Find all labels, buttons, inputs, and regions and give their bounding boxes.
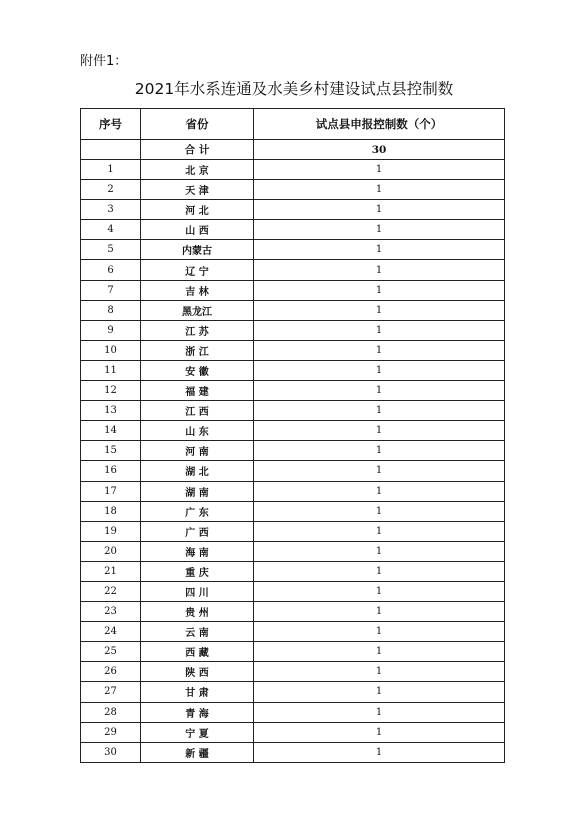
serial-number-cell: 22 (81, 581, 141, 601)
serial-number-cell: 13 (81, 401, 141, 421)
serial-number-cell: 14 (81, 421, 141, 441)
serial-number-cell: 11 (81, 360, 141, 380)
province-cell: 黑龙江 (141, 300, 254, 320)
table-row (81, 481, 505, 501)
province-cell: 四 川 (141, 581, 254, 601)
serial-number-cell: 30 (81, 742, 141, 762)
total-row (81, 140, 505, 160)
province-cell: 陕 西 (141, 662, 254, 682)
county-count-cell: 1 (254, 541, 505, 561)
table-row (81, 160, 505, 180)
county-count-cell: 1 (254, 561, 505, 581)
serial-number-cell: 3 (81, 200, 141, 220)
county-count-cell: 1 (254, 340, 505, 360)
county-count-cell: 1 (254, 280, 505, 300)
county-count-cell: 1 (254, 521, 505, 541)
table-row (81, 561, 505, 581)
county-count-cell: 1 (254, 662, 505, 682)
county-count-cell: 1 (254, 300, 505, 320)
province-cell: 内蒙古 (141, 240, 254, 260)
province-cell: 西 藏 (141, 642, 254, 662)
province-cell: 江 西 (141, 401, 254, 421)
table-row (81, 662, 505, 682)
document-title: 2021年水系连通及水美乡村建设试点县控制数 (134, 80, 454, 98)
county-count-cell: 1 (254, 360, 505, 380)
province-cell: 安 徽 (141, 360, 254, 380)
table-row (81, 722, 505, 742)
county-count-cell: 1 (254, 320, 505, 340)
table-row (81, 702, 505, 722)
serial-number-cell: 6 (81, 260, 141, 280)
attachment-label: 附件1： (80, 54, 128, 69)
serial-number-cell: 18 (81, 501, 141, 521)
serial-number-cell: 8 (81, 300, 141, 320)
county-count-cell: 1 (254, 602, 505, 622)
table-row (81, 461, 505, 481)
county-count-cell: 1 (254, 381, 505, 401)
serial-number-cell: 26 (81, 662, 141, 682)
province-cell: 天 津 (141, 180, 254, 200)
county-count-cell: 1 (254, 160, 505, 180)
county-count-cell: 1 (254, 421, 505, 441)
county-count-cell: 1 (254, 240, 505, 260)
province-cell: 河 南 (141, 441, 254, 461)
serial-number-cell: 1 (81, 160, 141, 180)
table-row (81, 541, 505, 561)
serial-number-cell: 5 (81, 240, 141, 260)
county-count-cell: 1 (254, 481, 505, 501)
serial-number-cell: 17 (81, 481, 141, 501)
province-cell: 辽 宁 (141, 260, 254, 280)
serial-number-cell: 9 (81, 320, 141, 340)
table-row (81, 682, 505, 702)
table-row (81, 421, 505, 441)
county-count-cell: 1 (254, 441, 505, 461)
province-cell: 重 庆 (141, 561, 254, 581)
header-serial-number: 序号 (81, 109, 141, 140)
county-count-cell: 1 (254, 682, 505, 702)
province-cell: 广 东 (141, 501, 254, 521)
header-row (81, 109, 505, 140)
table-row (81, 602, 505, 622)
serial-number-cell: 2 (81, 180, 141, 200)
province-cell: 新 疆 (141, 742, 254, 762)
table-row (81, 401, 505, 421)
serial-number-cell: 25 (81, 642, 141, 662)
province-cell: 广 西 (141, 521, 254, 541)
county-count-cell: 1 (254, 401, 505, 421)
header-county-count: 试点县申报控制数（个） (254, 109, 505, 140)
province-cell: 宁 夏 (141, 722, 254, 742)
county-count-cell: 1 (254, 260, 505, 280)
table-header (81, 109, 505, 140)
serial-number-cell: 29 (81, 722, 141, 742)
county-count-cell: 1 (254, 642, 505, 662)
table-body (81, 140, 505, 763)
table-row (81, 441, 505, 461)
table-row (81, 280, 505, 300)
serial-number-cell: 20 (81, 541, 141, 561)
table-row (81, 742, 505, 762)
pilot-county-table (80, 108, 505, 763)
table-row (81, 260, 505, 280)
table-row (81, 300, 505, 320)
table-row (81, 642, 505, 662)
serial-number-cell: 12 (81, 381, 141, 401)
county-count-cell: 1 (254, 742, 505, 762)
province-cell: 江 苏 (141, 320, 254, 340)
province-cell: 福 建 (141, 381, 254, 401)
province-cell: 青 海 (141, 702, 254, 722)
table-row (81, 581, 505, 601)
county-count-cell: 1 (254, 622, 505, 642)
province-cell: 河 北 (141, 200, 254, 220)
total-label: 合 计 (141, 140, 254, 160)
serial-number-cell: 24 (81, 622, 141, 642)
serial-number-cell: 27 (81, 682, 141, 702)
county-count-cell: 1 (254, 581, 505, 601)
county-count-cell: 1 (254, 461, 505, 481)
serial-number-cell: 4 (81, 220, 141, 240)
table-row (81, 622, 505, 642)
header-province: 省份 (141, 109, 254, 140)
table-row (81, 320, 505, 340)
table-row (81, 340, 505, 360)
table-row (81, 220, 505, 240)
serial-number-cell: 21 (81, 561, 141, 581)
serial-number-cell: 10 (81, 340, 141, 360)
table-row (81, 381, 505, 401)
county-count-cell: 1 (254, 501, 505, 521)
county-count-cell: 1 (254, 200, 505, 220)
county-count-cell: 1 (254, 220, 505, 240)
serial-number-cell: 23 (81, 602, 141, 622)
serial-number-cell: 28 (81, 702, 141, 722)
province-cell: 山 西 (141, 220, 254, 240)
province-cell: 湖 北 (141, 461, 254, 481)
table-row (81, 240, 505, 260)
total-serial-cell (81, 140, 141, 160)
province-cell: 湖 南 (141, 481, 254, 501)
province-cell: 吉 林 (141, 280, 254, 300)
table-row (81, 200, 505, 220)
province-cell: 甘 肃 (141, 682, 254, 702)
county-count-cell: 1 (254, 180, 505, 200)
serial-number-cell: 7 (81, 280, 141, 300)
table-row (81, 501, 505, 521)
table-row (81, 180, 505, 200)
table-row (81, 360, 505, 380)
province-cell: 海 南 (141, 541, 254, 561)
province-cell: 北 京 (141, 160, 254, 180)
province-cell: 贵 州 (141, 602, 254, 622)
province-cell: 浙 江 (141, 340, 254, 360)
total-value: 30 (254, 140, 505, 160)
serial-number-cell: 16 (81, 461, 141, 481)
serial-number-cell: 15 (81, 441, 141, 461)
county-count-cell: 1 (254, 722, 505, 742)
province-cell: 山 东 (141, 421, 254, 441)
county-count-cell: 1 (254, 702, 505, 722)
table-row (81, 521, 505, 541)
serial-number-cell: 19 (81, 521, 141, 541)
province-cell: 云 南 (141, 622, 254, 642)
